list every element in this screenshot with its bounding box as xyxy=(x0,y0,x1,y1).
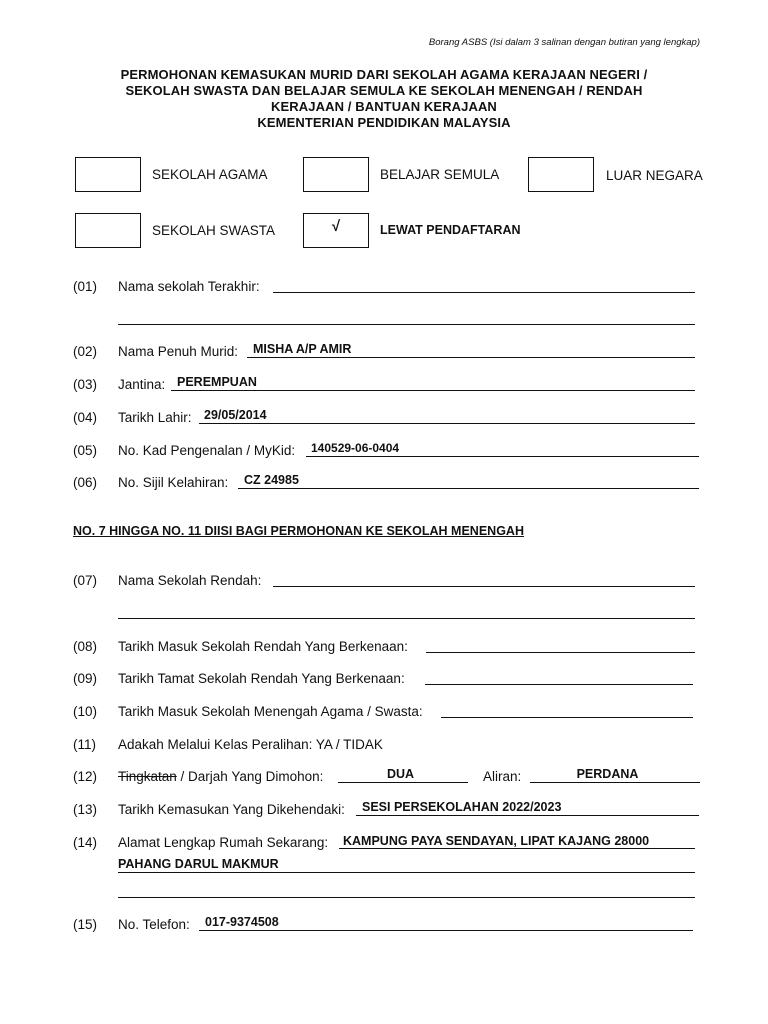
checkbox-label-lewat-pendaftaran: LEWAT PENDAFTARAN xyxy=(380,223,521,237)
field-number-10: (10) xyxy=(73,704,98,719)
field-label-nama-penuh-murid: Nama Penuh Murid: xyxy=(118,344,239,359)
input-line-nama-sekolah-rendah-2[interactable] xyxy=(118,618,695,619)
field-label-kelas-peralihan[interactable]: Adakah Melalui Kelas Peralihan: YA / TIDAK xyxy=(118,737,383,752)
checkbox-belajar-semula[interactable] xyxy=(303,157,369,192)
checkbox-label-sekolah-agama: SEKOLAH AGAMA xyxy=(152,167,268,182)
input-line-kad-pengenalan[interactable] xyxy=(306,456,699,457)
field-number-01: (01) xyxy=(73,279,98,294)
field-label-darjah-dimohon xyxy=(118,769,323,784)
title-line-1: PERMOHONAN KEMASUKAN MURID DARI SEKOLAH AGAMA KERAJAAN NEGERI / xyxy=(120,67,648,82)
title-line-3: KERAJAAN / BANTUAN KERAJAAN xyxy=(271,99,497,114)
field-number-08: (08) xyxy=(73,639,98,654)
field-number-14: (14) xyxy=(73,835,98,850)
field-value-tarikh-kemasukan: SESI PERSEKOLAHAN 2022/2023 xyxy=(362,800,562,814)
field-value-alamat-line-2: PAHANG DARUL MAKMUR xyxy=(118,857,279,871)
checkbox-label-luar-negara: LUAR NEGARA xyxy=(606,168,703,183)
field-value-alamat: KAMPUNG PAYA SENDAYAN, LIPAT KAJANG 28000 xyxy=(343,834,650,848)
field-number-11: (11) xyxy=(73,737,97,752)
input-line-aliran[interactable] xyxy=(530,782,700,783)
checkbox-label-belajar-semula: BELAJAR SEMULA xyxy=(380,167,500,182)
field-value-aliran: PERDANA xyxy=(576,767,639,781)
input-line-alamat[interactable] xyxy=(339,848,695,849)
checkbox-label-sekolah-swasta: SEKOLAH SWASTA xyxy=(152,223,276,238)
title-line-2: SEKOLAH SWASTA DAN BELAJAR SEMULA KE SEKOLAH MENENGAH / RENDAH xyxy=(125,83,643,98)
field-label-nama-sekolah-rendah: Nama Sekolah Rendah: xyxy=(118,573,262,588)
struck-text-tingkatan: Tingkatan xyxy=(118,769,177,784)
field-label-alamat: Alamat Lengkap Rumah Sekarang: xyxy=(118,835,329,850)
field-number-05: (05) xyxy=(73,443,98,458)
input-line-tarikh-tamat-sekolah-rendah[interactable] xyxy=(425,684,693,685)
input-line-alamat-3[interactable] xyxy=(118,897,695,898)
field-label-tarikh-masuk-sekolah-rendah: Tarikh Masuk Sekolah Rendah Yang Berkenaan: xyxy=(118,639,408,654)
title-line-4: KEMENTERIAN PENDIDIKAN MALAYSIA xyxy=(257,115,511,130)
input-line-alamat-2[interactable] xyxy=(118,872,695,873)
field-value-nama-penuh-murid: MISHA A/P AMIR xyxy=(253,342,352,356)
input-line-tarikh-lahir[interactable] xyxy=(199,423,695,424)
input-line-nama-penuh-murid[interactable] xyxy=(247,357,695,358)
field-number-02: (02) xyxy=(73,344,98,359)
field-number-13: (13) xyxy=(73,802,98,817)
checkbox-sekolah-agama[interactable] xyxy=(75,157,141,192)
input-line-tarikh-kemasukan[interactable] xyxy=(356,815,699,816)
field-label-aliran: Aliran: xyxy=(483,769,522,784)
field-value-sijil-kelahiran: CZ 24985 xyxy=(244,473,299,487)
checkbox-lewat-pendaftaran[interactable]: √ xyxy=(303,213,369,248)
field-value-kad-pengenalan: 140529-06-0404 xyxy=(311,441,400,455)
field-number-03: (03) xyxy=(73,377,98,392)
field-label-kad-pengenalan: No. Kad Pengenalan / MyKid: xyxy=(118,443,296,458)
field-value-jantina: PEREMPUAN xyxy=(177,375,257,389)
label-darjah-text: / Darjah Yang Dimohon: xyxy=(176,769,324,784)
input-line-sijil-kelahiran[interactable] xyxy=(238,488,699,489)
form-note: Borang ASBS (Isi dalam 3 salinan dengan butiran yang lengkap) xyxy=(428,37,700,48)
field-number-12: (12) xyxy=(73,769,98,784)
input-line-tarikh-masuk-sekolah-rendah[interactable] xyxy=(426,652,695,653)
field-value-no-telefon: 017-9374508 xyxy=(205,915,279,929)
field-label-jantina: Jantina: xyxy=(118,377,166,392)
section-heading: NO. 7 HINGGA NO. 11 DIISI BAGI PERMOHONAN KE SEKOLAH MENENGAH xyxy=(73,524,524,538)
field-label-tarikh-lahir: Tarikh Lahir: xyxy=(118,410,192,425)
input-line-nama-sekolah-rendah[interactable] xyxy=(273,586,695,587)
field-number-04: (04) xyxy=(73,410,98,425)
input-line-nama-sekolah-terakhir-2[interactable] xyxy=(118,324,695,325)
field-value-darjah-dimohon: DUA xyxy=(386,767,415,781)
field-number-07: (07) xyxy=(73,573,98,588)
field-label-nama-sekolah-terakhir: Nama sekolah Terakhir: xyxy=(118,279,260,294)
field-label-tarikh-tamat-sekolah-rendah: Tarikh Tamat Sekolah Rendah Yang Berkenaan: xyxy=(118,671,405,686)
input-line-darjah-dimohon[interactable] xyxy=(338,782,468,783)
checkbox-sekolah-swasta[interactable] xyxy=(75,213,141,248)
field-value-tarikh-lahir: 29/05/2014 xyxy=(204,408,267,422)
field-label-tarikh-masuk-sekolah-menengah: Tarikh Masuk Sekolah Menengah Agama / Swasta: xyxy=(118,704,423,719)
input-line-no-telefon[interactable] xyxy=(199,930,693,931)
input-line-tarikh-masuk-sekolah-menengah[interactable] xyxy=(441,717,693,718)
field-number-06: (06) xyxy=(73,475,98,490)
checkbox-luar-negara[interactable] xyxy=(528,157,594,192)
field-label-tarikh-kemasukan: Tarikh Kemasukan Yang Dikehendaki: xyxy=(118,802,345,817)
field-number-15: (15) xyxy=(73,917,98,932)
input-line-nama-sekolah-terakhir[interactable] xyxy=(273,292,695,293)
field-label-sijil-kelahiran: No. Sijil Kelahiran: xyxy=(118,475,229,490)
input-line-jantina[interactable] xyxy=(171,390,695,391)
field-number-09: (09) xyxy=(73,671,98,686)
field-label-no-telefon: No. Telefon: xyxy=(118,917,190,932)
